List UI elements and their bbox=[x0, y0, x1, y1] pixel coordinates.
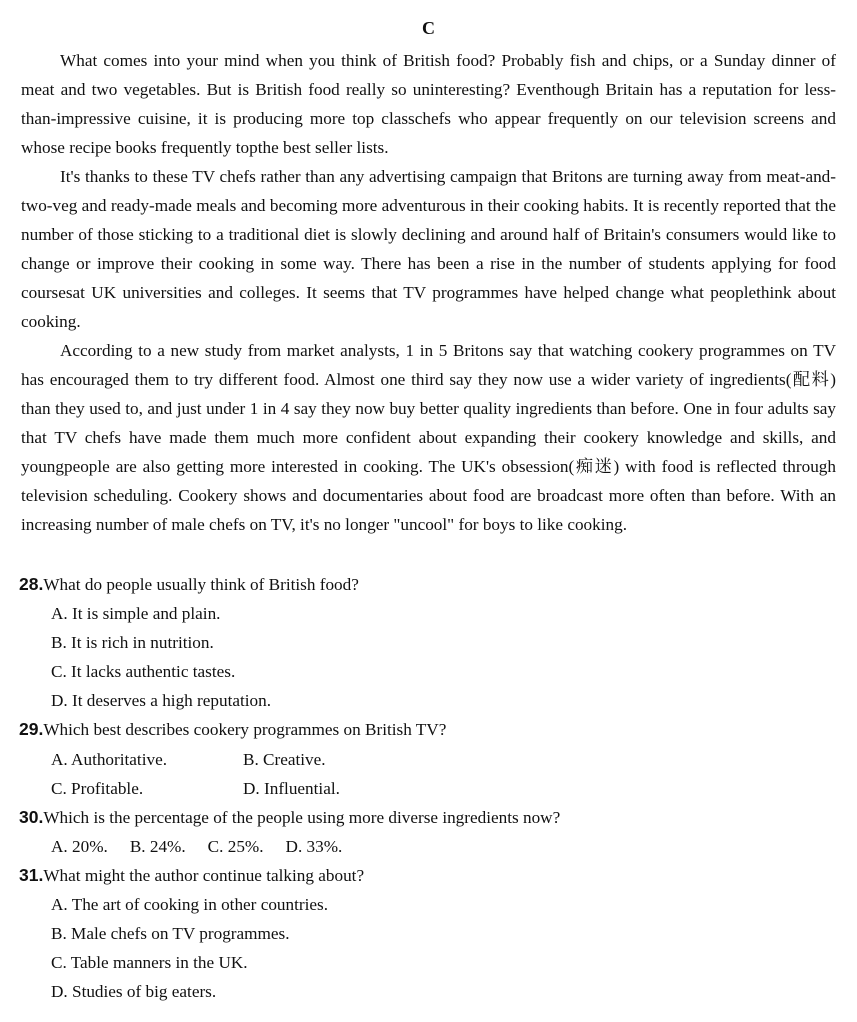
option-a[interactable]: A. It is simple and plain. bbox=[51, 604, 221, 624]
passage-paragraph: According to a new study from market analysts, 1 in 5 Britons say that watching cookery programmes on TV has encouraged them to try different food. Almost one third say they now use a wider variety of ingredients(配料) than they used to, and just under 1 in 4 say they now buy better quality ingredients than before. One in four adults say that TV chefs have made them much more confident about expanding their cookery knowledge and skills, and youngpeople are also getting more interested in cooking. The UK's obsession(痴迷) with food is reflected through television scheduling. Cookery shows and documentaries about food are broadcast more often than before. With an increasing number of male chefs on TV, it's no longer "uncool" for boys to like cooking. bbox=[21, 341, 836, 534]
option-a[interactable]: A. Authoritative. bbox=[51, 749, 167, 769]
option-c[interactable]: C. It lacks authentic tastes. bbox=[51, 662, 236, 682]
option-row bbox=[19, 745, 839, 774]
question-stem bbox=[19, 803, 839, 832]
question-number: 28. bbox=[19, 574, 44, 594]
option-d[interactable]: D. It deserves a high reputation. bbox=[51, 691, 272, 711]
option-d[interactable]: D. Studies of big eaters. bbox=[51, 982, 217, 1002]
question-text: What do people usually think of British food? bbox=[43, 575, 359, 594]
question-29 bbox=[19, 715, 839, 802]
option-c[interactable]: C. 25%. bbox=[207, 836, 264, 856]
option-a[interactable]: A. The art of cooking in other countries. bbox=[51, 895, 328, 915]
option-b[interactable]: B. 24%. bbox=[129, 836, 186, 856]
option-b[interactable]: B. Creative. bbox=[243, 749, 326, 769]
question-text: What might the author continue talking about? bbox=[43, 865, 365, 885]
question-31 bbox=[19, 861, 839, 1006]
passage-paragraph: It's thanks to these TV chefs rather than any advertising campaign that Britons are turning away from meat-and-two-veg and ready-made meals and becoming more adventurous in their cooking habits. It is recently reported that the number of those sticking to a traditional diet is slowly declining and around half of Britain's consumers would like to change or improve their cooking in some way. There has been a rise in the number of students applying for food coursesat UK universities and colleges. It seems that TV programmes have helped change what peoplethink about cooking. bbox=[21, 167, 836, 331]
question-number: 30. bbox=[19, 806, 44, 827]
reading-passage bbox=[21, 46, 836, 539]
option-row bbox=[19, 774, 839, 803]
option-d[interactable]: D. 33%. bbox=[285, 836, 343, 856]
option-c[interactable]: C. Table manners in the UK. bbox=[51, 953, 248, 973]
question-number: 31. bbox=[19, 864, 44, 885]
question-30 bbox=[19, 803, 839, 861]
option-d[interactable]: D. Influential. bbox=[243, 778, 340, 798]
question-stem bbox=[19, 861, 839, 890]
question-text: Which is the percentage of the people using more diverse ingredients now? bbox=[43, 807, 561, 827]
question-text: Which best describes cookery programmes on British TV? bbox=[43, 720, 447, 740]
option-b[interactable]: B. Male chefs on TV programmes. bbox=[51, 924, 290, 944]
question-number: 29. bbox=[19, 719, 44, 740]
option-a[interactable]: A. 20%. bbox=[51, 836, 108, 856]
question-stem bbox=[19, 715, 839, 744]
option-b[interactable]: B. It is rich in nutrition. bbox=[51, 633, 214, 653]
question-stem bbox=[19, 570, 839, 599]
question-list bbox=[19, 570, 839, 1006]
option-row bbox=[19, 832, 839, 861]
option-c[interactable]: C. Profitable. bbox=[51, 778, 144, 798]
question-28 bbox=[19, 570, 839, 715]
passage-paragraph: What comes into your mind when you think of British food? Probably fish and chips, or a Sunday dinner of meat and two vegetables. But is British food really so uninteresting? Eventhough Britain has a reputation for less-than-impressive cuisine, it is producing more top classchefs who appear frequently on our television screens and whose recipe books frequently topthe best seller lists. bbox=[21, 51, 836, 157]
section-title: C bbox=[422, 18, 435, 38]
